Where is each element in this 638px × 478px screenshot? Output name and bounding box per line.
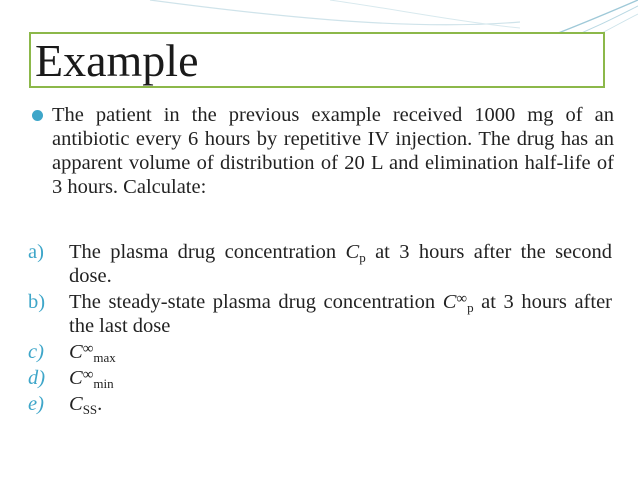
symbol-subscript: max bbox=[93, 350, 116, 365]
item-text-post: . bbox=[97, 393, 103, 415]
item-text-pre: The steady-state plasma drug concentration bbox=[69, 291, 443, 313]
item-text bbox=[69, 392, 612, 416]
symbol-subscript: p bbox=[359, 250, 366, 265]
list-item bbox=[28, 290, 612, 338]
list-item bbox=[28, 340, 612, 364]
concentration-symbol: C bbox=[69, 393, 83, 415]
list-item bbox=[28, 366, 612, 390]
list-item bbox=[28, 240, 612, 288]
question-list bbox=[28, 240, 612, 418]
item-marker: e) bbox=[28, 393, 44, 415]
symbol-superscript: ∞ bbox=[82, 341, 94, 357]
item-marker: d) bbox=[28, 367, 46, 389]
concentration-symbol: C bbox=[69, 341, 83, 363]
item-text bbox=[69, 340, 612, 364]
symbol-subscript: p bbox=[467, 300, 474, 315]
item-text-post: at 3 hours after the last dose bbox=[69, 291, 612, 337]
concentration-symbol: C bbox=[69, 367, 83, 389]
list-item bbox=[28, 392, 612, 416]
symbol-subscript: min bbox=[93, 376, 114, 391]
item-text-pre: The plasma drug concentration bbox=[69, 241, 346, 263]
symbol-superscript: ∞ bbox=[82, 367, 94, 383]
bullet-dot-icon bbox=[32, 110, 43, 121]
item-marker: c) bbox=[28, 341, 44, 363]
title-box bbox=[29, 32, 605, 88]
slide-title: Example bbox=[35, 35, 199, 86]
concentration-symbol: C bbox=[345, 241, 360, 263]
item-text bbox=[69, 290, 612, 338]
concentration-symbol: C bbox=[442, 291, 457, 313]
intro-bullet bbox=[32, 103, 614, 199]
intro-text: The patient in the previous example received 1000 mg of an antibiotic every 6 hours by repetitive IV injection. The drug has an apparent volume of distribution of 20 L and elimination half-life of 3 hours. Calculate: bbox=[52, 104, 614, 198]
item-text bbox=[69, 240, 612, 288]
item-text-post: at 3 hours after the second dose. bbox=[69, 241, 612, 287]
item-marker: a) bbox=[28, 241, 44, 263]
symbol-superscript: ∞ bbox=[456, 291, 468, 307]
symbol-subscript: SS bbox=[82, 402, 98, 417]
item-marker: b) bbox=[28, 291, 46, 313]
item-text bbox=[69, 366, 612, 390]
